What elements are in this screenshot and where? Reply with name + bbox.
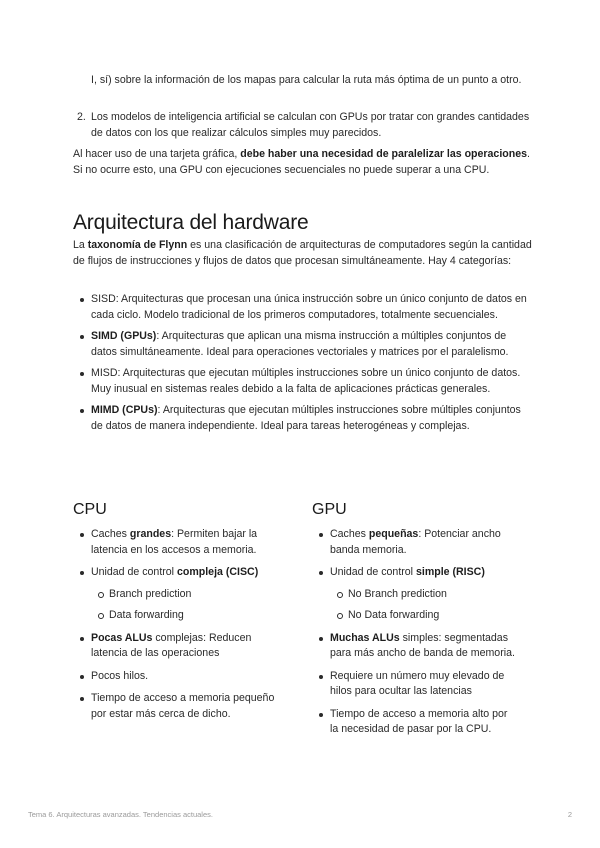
list-item xyxy=(91,669,278,685)
bullet-icon xyxy=(80,335,84,339)
item-text: Caches xyxy=(330,528,369,540)
para-text: es una clasificación de arquitecturas de computadores según la cantidad de flujos de instrucciones y flujos de datos que procesan simultáneamente. Hay 4 categorías: xyxy=(73,239,532,267)
bullet-icon xyxy=(319,637,323,641)
item-text: Branch prediction xyxy=(109,587,192,600)
para-bold: taxonomía de Flynn xyxy=(87,239,188,251)
paragraph-parallelism xyxy=(73,147,533,178)
bullet-icon xyxy=(80,571,84,575)
item-text: Requiere un número muy elevado de hilos para ocultar las latencias xyxy=(330,669,505,697)
item-bold: SIMD (GPUs) xyxy=(91,330,157,342)
flynn-list xyxy=(91,292,531,440)
bullet-icon xyxy=(319,713,323,717)
bullet-icon xyxy=(319,675,323,679)
item-text: Data forwarding xyxy=(109,609,184,621)
item-bold: Muchas ALUs xyxy=(330,631,400,644)
list-item xyxy=(91,527,278,558)
item-text: Pocos hilos. xyxy=(91,669,149,682)
circle-bullet-icon xyxy=(337,613,343,619)
list-item xyxy=(91,329,531,360)
bullet-icon xyxy=(80,372,84,376)
para-bold: debe haber una necesidad de paralelizar las operaciones xyxy=(240,148,527,160)
item-text: : Arquitecturas que ejecutan múltiples instrucciones sobre múltiples conjuntos de datos de manera independiente. Ideal para tareas heterogéneas y complejas. xyxy=(91,404,521,432)
sublist-item xyxy=(348,587,517,603)
item-text: No Data forwarding xyxy=(348,609,440,621)
bullet-icon xyxy=(80,637,84,641)
page-footer xyxy=(28,810,572,819)
gpu-list xyxy=(312,527,517,738)
item-bold: pequeñas xyxy=(368,528,419,540)
gpu-sublist xyxy=(330,587,517,624)
bullet-icon xyxy=(319,533,323,537)
item-text: Caches xyxy=(91,528,130,540)
circle-bullet-icon xyxy=(98,592,104,598)
list-item xyxy=(330,631,517,662)
bullet-icon xyxy=(80,298,84,302)
item-text: : Potenciar ancho banda memoria. xyxy=(330,528,501,556)
item-text: : Permiten bajar la latencia en los accesos a memoria. xyxy=(91,528,258,556)
circle-bullet-icon xyxy=(337,592,343,598)
para-text: La xyxy=(73,239,88,251)
item-text: SISD: Arquitecturas que procesan una única instrucción sobre un único conjunto de datos en cada ciclo. Modelo tradicional de los primeros computadores, totalmente secuenciales. xyxy=(91,293,527,321)
list-number: 2. xyxy=(77,111,86,123)
list-item xyxy=(91,366,531,397)
bullet-icon xyxy=(319,571,323,575)
gpu-heading: GPU xyxy=(312,501,347,518)
list-item xyxy=(330,565,517,624)
paragraph-flynn xyxy=(73,238,533,269)
item-text: No Branch prediction xyxy=(348,587,447,600)
list-item xyxy=(91,691,278,722)
ordered-list-item xyxy=(77,110,531,141)
list-item xyxy=(91,631,278,662)
para-text: . Si no ocurre esto, una GPU con ejecuciones secuenciales no puede superar a una CPU. xyxy=(73,148,530,176)
item-bold: MIMD (CPUs) xyxy=(91,404,158,416)
gpu-column xyxy=(312,500,517,745)
list-item xyxy=(91,292,531,323)
list-item xyxy=(91,565,278,624)
sublist-item xyxy=(109,608,278,624)
item-bold: Pocas ALUs xyxy=(91,631,153,644)
sublist-item xyxy=(348,608,517,624)
bullet-icon xyxy=(80,533,84,537)
item-text: Unidad de control xyxy=(330,566,416,578)
item-text: MISD: Arquitecturas que ejecutan múltiples instrucciones sobre un único conjunto de datos. Muy inusual en sistemas reales debido a la falta de aplicaciones prácticas generales. xyxy=(91,367,521,395)
list-item-text: Los modelos de inteligencia artificial se calculan con GPUs por tratar con grandes cantidades de datos con los que realizar cálculos simples muy parecidos. xyxy=(91,111,530,139)
item-bold: simple (RISC) xyxy=(415,566,485,578)
para-text: Al hacer uso de una tarjeta gráfica, xyxy=(73,148,241,160)
footer-text: Tema 6. Arquitecturas avanzadas. Tendencias actuales. xyxy=(28,810,213,819)
page-number: 2 xyxy=(567,810,572,819)
bullet-icon xyxy=(80,409,84,413)
item-text: simples: segmentadas para más ancho de banda de memoria. xyxy=(330,631,515,659)
cpu-list xyxy=(73,527,278,722)
cpu-sublist xyxy=(91,587,278,624)
item-text: Tiempo de acceso a memoria alto por la necesidad de pasar por la CPU. xyxy=(330,707,508,735)
list-item xyxy=(91,403,531,434)
cpu-heading: CPU xyxy=(73,501,107,518)
bullet-icon xyxy=(80,675,84,679)
list-item xyxy=(330,707,517,738)
item-bold: compleja (CISC) xyxy=(176,566,259,578)
list-item xyxy=(330,669,517,700)
circle-bullet-icon xyxy=(98,613,104,619)
list-continuation: I, sí) sobre la información de los mapas para calcular la ruta más óptima de un punto a otro. xyxy=(91,74,522,86)
item-text: : Arquitecturas que aplican una misma instrucción a múltiples conjuntos de datos simultáneamente. Ideal para operaciones vectoriales y matrices por el paralelismo. xyxy=(91,330,509,358)
item-text: Tiempo de acceso a memoria pequeño por estar más cerca de dicho. xyxy=(91,692,275,720)
cpu-column xyxy=(73,500,278,729)
item-text: Unidad de control xyxy=(91,566,177,578)
item-bold: grandes xyxy=(129,528,172,540)
sublist-item xyxy=(109,587,278,603)
section-heading: Arquitectura del hardware xyxy=(73,211,309,234)
list-item xyxy=(330,527,517,558)
bullet-icon xyxy=(80,697,84,701)
item-text: complejas: Reducen latencia de las operaciones xyxy=(91,631,252,659)
